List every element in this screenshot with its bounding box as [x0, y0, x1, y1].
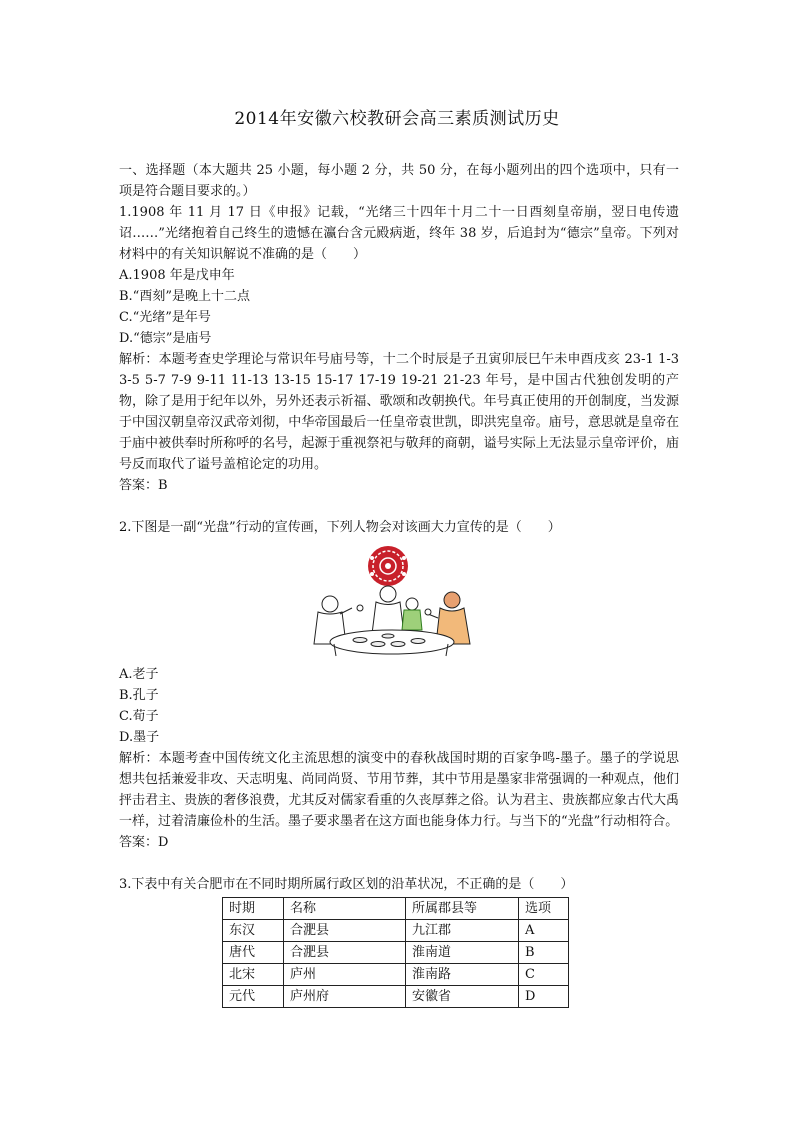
table-cell: 唐代: [223, 942, 284, 964]
clean-plate-poster-illustration: [300, 544, 481, 658]
q2-answer: 答案：D: [119, 835, 169, 850]
table-cell: B: [519, 942, 569, 964]
document-body: [119, 160, 679, 1008]
admin-division-table: [222, 897, 569, 1008]
q1-answer: 答案：B: [119, 478, 168, 493]
table-cell: C: [519, 964, 569, 986]
table-cell: 安徽省: [406, 986, 519, 1008]
q2-stem: 2.下图是一副“光盘”行动的宣传画，下列人物会对该画大力宣传的是（ ）: [119, 520, 561, 535]
table-header-cell: 所属郡县等: [406, 898, 519, 920]
q1-analysis: 解析：本题考查史学理论与常识年号庙号等，十二个时辰是子丑寅卯辰巳午未申酉戌亥 23-1 1-3 3-5 5-7 7-9 9-11 11-13 13-15 15-17 17-19 19-21 21-23 年号，是中国古代独创发明的产物，除了是用于纪年以外，另外还表示祈福、歌颂和改朝换代。年号真正使用的开创制度，当发源于中国汉朝皇帝汉武帝刘彻，中华帝国最后一任皇帝袁世凯，即洪宪皇帝。庙号，意思就是皇帝在于庙中被供奉时所称呼的名号，起源于重视祭祀与敬拜的商朝，谥号实际上无法显示皇帝评价，庙号反而取代了谥号盖棺论定的功用。: [119, 352, 679, 472]
q1-option-b: B.“酉刻”是晚上十二点: [119, 289, 250, 304]
table-row: [223, 986, 569, 1008]
q1-option-c: C.“光绪”是年号: [119, 310, 211, 325]
table-cell: 淮南道: [406, 942, 519, 964]
table-row: [223, 920, 569, 942]
q2-option-b: B.孔子: [119, 688, 159, 703]
spacer: [119, 496, 679, 517]
table-cell: 淮南路: [406, 964, 519, 986]
spacer: [119, 853, 679, 874]
paper-cut-medallion: [368, 546, 408, 586]
dining-table: [330, 630, 454, 656]
table-cell: 九江郡: [406, 920, 519, 942]
q1-stem: 1.1908 年 11 月 17 日《申报》记载，“光绪三十四年十月二十一日酉刻皇帝崩，翌日电传遗诏……”光绪抱着自己终生的遗憾在瀛台含元殿病逝，终年 38 岁，后追封为“德宗”皇帝。下列对材料中的有关知识解说不准确的是（ ）: [119, 205, 679, 262]
q2-option-d: D.墨子: [119, 730, 160, 745]
table-header-cell: 时期: [223, 898, 284, 920]
table-cell: 合淝县: [284, 942, 406, 964]
table-cell: 庐州府: [284, 986, 406, 1008]
table-cell: A: [519, 920, 569, 942]
table-row: [223, 942, 569, 964]
table-cell: D: [519, 986, 569, 1008]
q3-stem: 3.下表中有关合肥市在不同时期所属行政区划的沿革状况，不正确的是（ ）: [119, 877, 574, 892]
table-header-cell: 名称: [284, 898, 406, 920]
q1-option-a: A.1908 年是戊申年: [119, 268, 235, 283]
table-cell: 合淝县: [284, 920, 406, 942]
q2-option-a: A.老子: [119, 667, 159, 682]
table-header-row: [223, 898, 569, 920]
table-cell: 庐州: [284, 964, 406, 986]
table-row: [223, 964, 569, 986]
table-cell: 北宋: [223, 964, 284, 986]
q2-analysis: 解析：本题考查中国传统文化主流思想的演变中的春秋战国时期的百家争鸣-墨子。墨子的学说思想共包括兼爱非攻、天志明鬼、尚同尚贤、节用节葬，其中节用是墨家非常强调的一种观点，他们抨击君主、贵族的奢侈浪费，尤其反对儒家看重的久丧厚葬之俗。认为君主、贵族都应象古代大禹一样，过着清廉俭朴的生活。墨子要求墨者在这方面也能身体力行。与当下的“光盘”行动相符合。: [119, 751, 679, 829]
table-cell: 元代: [223, 986, 284, 1008]
table-cell: 东汉: [223, 920, 284, 942]
document-title: 2014年安徽六校教研会高三素质测试历史: [234, 109, 560, 129]
q2-option-c: C.荀子: [119, 709, 159, 724]
section-heading: 一、选择题（本大题共 25 小题，每小题 2 分，共 50 分，在每小题列出的四个选项中，只有一项是符合题目要求的。）: [119, 163, 679, 199]
q1-option-d: D.“德宗”是庙号: [119, 331, 212, 346]
table-header-cell: 选项: [519, 898, 569, 920]
